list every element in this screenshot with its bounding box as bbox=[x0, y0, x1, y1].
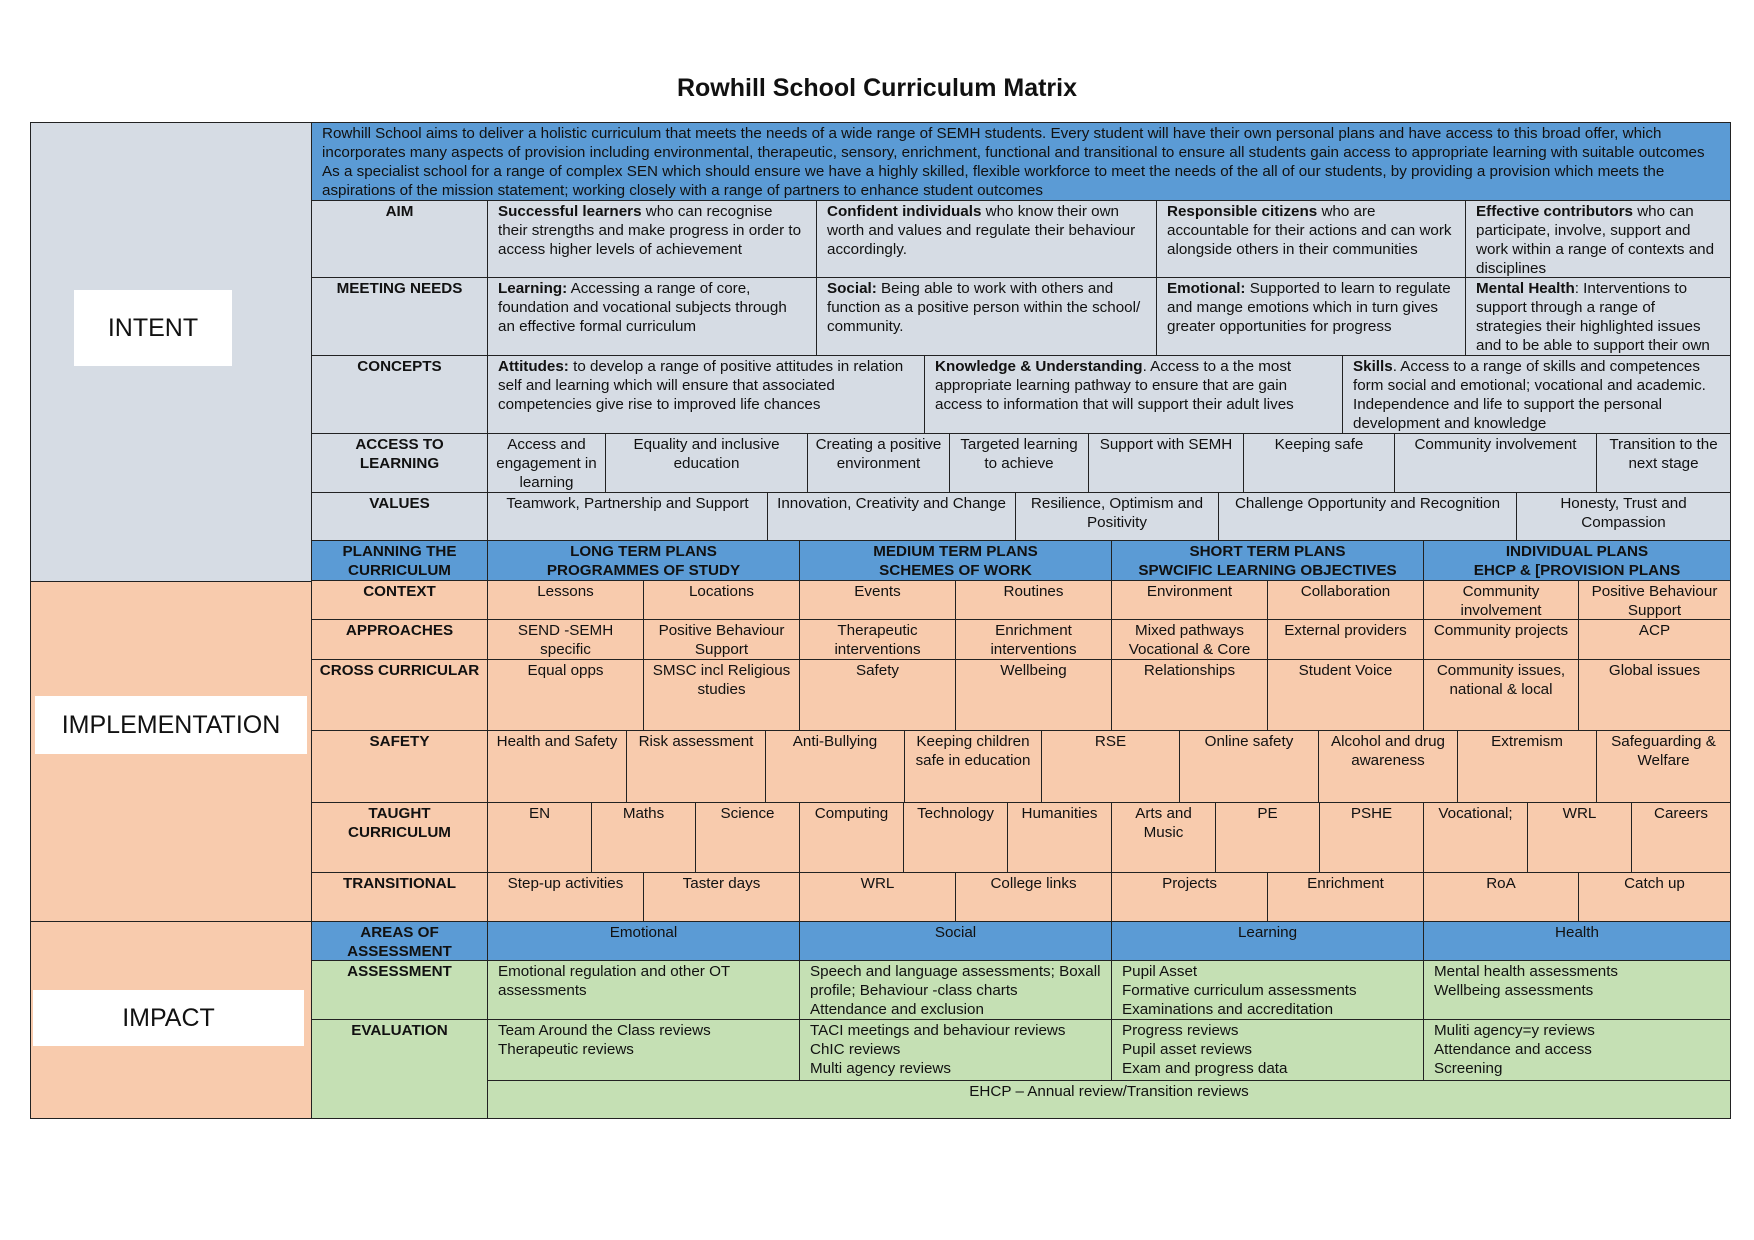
transitional-item: Step-up activities bbox=[487, 872, 644, 922]
implementation-label: IMPLEMENTATION bbox=[35, 696, 307, 754]
access-item: Equality and inclusive education bbox=[605, 433, 808, 493]
cross-item: Equal opps bbox=[487, 659, 644, 731]
evaluation-line: Therapeutic reviews bbox=[498, 1041, 634, 1058]
plan-subtitle: SCHEMES OF WORK bbox=[879, 562, 1032, 579]
needs-cell bbox=[487, 277, 817, 356]
plan-title: SHORT TERM PLANS bbox=[1189, 543, 1346, 560]
row-label-taught-curriculum: TAUGHT CURRICULUM bbox=[311, 802, 488, 873]
value-item: Teamwork, Partnership and Support bbox=[487, 492, 768, 541]
assessment-line: Pupil Asset bbox=[1122, 963, 1198, 980]
needs-title: Learning: bbox=[498, 280, 568, 297]
subject-item: Technology bbox=[903, 802, 1008, 873]
approach-item: Mixed pathways Vocational & Core bbox=[1111, 619, 1268, 660]
context-item: Environment bbox=[1111, 580, 1268, 620]
approach-item: External providers bbox=[1267, 619, 1424, 660]
concept-text: . Access to a the most appropriate learning pathway to ensure that are gain access to information that will support their adult lives bbox=[935, 358, 1294, 413]
evaluation-line: Muliti agency=y reviews bbox=[1434, 1022, 1595, 1039]
needs-title: Mental Health bbox=[1476, 280, 1575, 297]
value-item: Resilience, Optimism and Positivity bbox=[1015, 492, 1219, 541]
assessment-cell bbox=[799, 960, 1112, 1020]
cross-item: Wellbeing bbox=[955, 659, 1112, 731]
area-header: Social bbox=[799, 921, 1112, 961]
transitional-item: Catch up bbox=[1578, 872, 1731, 922]
row-label-meeting-needs: MEETING NEEDS bbox=[311, 277, 488, 356]
plan-subtitle: EHCP & [PROVISION PLANS bbox=[1473, 562, 1681, 579]
needs-text: Supported to learn to regulate and mange emotions which in turn gives greater opportunities for progress bbox=[1167, 280, 1451, 335]
safety-item: Alcohol and drug awareness bbox=[1318, 730, 1458, 803]
concept-text: . Access to a range of skills and competences form social and emotional; vocational and academic. Independence and life to support the personal development and knowledge bbox=[1353, 358, 1706, 432]
plan-subtitle: PROGRAMMES OF STUDY bbox=[546, 562, 741, 579]
concept-cell bbox=[487, 355, 925, 434]
plan-title: INDIVIDUAL PLANS bbox=[1505, 543, 1649, 560]
row-label-areas: AREAS OF ASSESSMENT bbox=[311, 921, 488, 961]
evaluation-line: ChIC reviews bbox=[810, 1041, 901, 1058]
subject-item: Science bbox=[695, 802, 800, 873]
row-label-transitional: TRANSITIONAL bbox=[311, 872, 488, 922]
aim-title: Successful learners bbox=[498, 203, 642, 220]
access-item: Community involvement bbox=[1394, 433, 1597, 493]
plan-header bbox=[1111, 540, 1424, 581]
approach-item: Enrichment interventions bbox=[955, 619, 1112, 660]
needs-title: Social: bbox=[827, 280, 877, 297]
access-item: Access and engagement in learning bbox=[487, 433, 606, 493]
assessment-line: Speech and language assessments; Boxall profile; Behaviour -class charts bbox=[810, 963, 1101, 999]
needs-text: : Interventions to support through a range of strategies their highlighted issues and to be able to support their own bbox=[1476, 280, 1710, 354]
evaluation-line: Exam and progress data bbox=[1122, 1060, 1288, 1077]
safety-item: Health and Safety bbox=[487, 730, 627, 803]
row-label-planning: PLANNING THE CURRICULUM bbox=[311, 540, 488, 581]
plan-subtitle: SPWCIFIC LEARNING OBJECTIVES bbox=[1138, 562, 1397, 579]
aim-title: Responsible citizens bbox=[1167, 203, 1318, 220]
cross-item: Global issues bbox=[1578, 659, 1731, 731]
aim-title: Confident individuals bbox=[827, 203, 982, 220]
area-header: Emotional bbox=[487, 921, 800, 961]
needs-cell bbox=[816, 277, 1157, 356]
aim-title: Effective contributors bbox=[1476, 203, 1633, 220]
subject-item: EN bbox=[487, 802, 592, 873]
assessment-line: Examinations and accreditation bbox=[1122, 1001, 1334, 1018]
approach-item: ACP bbox=[1578, 619, 1731, 660]
evaluation-line: Team Around the Class reviews bbox=[498, 1022, 711, 1039]
assessment-cell bbox=[1423, 960, 1731, 1020]
transitional-item: WRL bbox=[799, 872, 956, 922]
subject-item: WRL bbox=[1527, 802, 1632, 873]
row-label-approaches: APPROACHES bbox=[311, 619, 488, 660]
subject-item: PE bbox=[1215, 802, 1320, 873]
cross-item: SMSC incl Religious studies bbox=[643, 659, 800, 731]
impact-label: IMPACT bbox=[33, 990, 304, 1046]
assessment-cell bbox=[1111, 960, 1424, 1020]
access-item: Targeted learning to achieve bbox=[949, 433, 1089, 493]
safety-item: Risk assessment bbox=[626, 730, 766, 803]
subject-item: Arts and Music bbox=[1111, 802, 1216, 873]
assessment-cell bbox=[487, 960, 800, 1020]
access-item: Creating a positive environment bbox=[807, 433, 950, 493]
evaluation-line: Screening bbox=[1434, 1060, 1503, 1077]
plan-title: LONG TERM PLANS bbox=[570, 543, 717, 560]
context-item: Routines bbox=[955, 580, 1112, 620]
evaluation-cell bbox=[487, 1019, 800, 1081]
aim-text: who can recognise their strengths and make progress in order to access higher levels of achievement bbox=[498, 203, 802, 258]
value-item: Honesty, Trust and Compassion bbox=[1516, 492, 1731, 541]
access-item: Transition to the next stage bbox=[1596, 433, 1731, 493]
subject-item: PSHE bbox=[1319, 802, 1424, 873]
access-item: Keeping safe bbox=[1243, 433, 1395, 493]
row-label-assessment: ASSESSMENT bbox=[311, 960, 488, 1020]
safety-item: Safeguarding & Welfare bbox=[1596, 730, 1731, 803]
evaluation-cell bbox=[1111, 1019, 1424, 1081]
ehcp-review: EHCP – Annual review/Transition reviews bbox=[487, 1080, 1731, 1119]
area-header: Health bbox=[1423, 921, 1731, 961]
concept-cell bbox=[924, 355, 1343, 434]
cross-item: Student Voice bbox=[1267, 659, 1424, 731]
evaluation-line: Multi agency reviews bbox=[810, 1060, 951, 1077]
row-label-cross-curricular: CROSS CURRICULAR bbox=[311, 659, 488, 731]
plan-header bbox=[487, 540, 800, 581]
area-header: Learning bbox=[1111, 921, 1424, 961]
needs-title: Emotional: bbox=[1167, 280, 1246, 297]
value-item: Challenge Opportunity and Recognition bbox=[1218, 492, 1517, 541]
safety-item: Anti-Bullying bbox=[765, 730, 905, 803]
row-label-values: VALUES bbox=[311, 492, 488, 541]
evaluation-line: Progress reviews bbox=[1122, 1022, 1239, 1039]
row-label-concepts: CONCEPTS bbox=[311, 355, 488, 434]
row-label-access: ACCESS TO LEARNING bbox=[311, 433, 488, 493]
row-label-evaluation: EVALUATION bbox=[311, 1019, 488, 1119]
aim-cell bbox=[1156, 200, 1466, 278]
context-item: Lessons bbox=[487, 580, 644, 620]
context-item: Positive Behaviour Support bbox=[1578, 580, 1731, 620]
concept-title: Knowledge & Understanding bbox=[935, 358, 1143, 375]
subject-item: Maths bbox=[591, 802, 696, 873]
needs-text: Being able to work with others and function as a positive person within the school/ community. bbox=[827, 280, 1141, 335]
row-label-context: CONTEXT bbox=[311, 580, 488, 620]
aim-cell bbox=[1465, 200, 1731, 278]
safety-item: Online safety bbox=[1179, 730, 1319, 803]
access-item: Support with SEMH bbox=[1088, 433, 1244, 493]
safety-item: Keeping children safe in education bbox=[904, 730, 1042, 803]
assessment-line: Formative curriculum assessments bbox=[1122, 982, 1357, 999]
assessment-line: Mental health assessments bbox=[1434, 963, 1619, 980]
aim-cell bbox=[487, 200, 817, 278]
intent-label: INTENT bbox=[74, 290, 232, 366]
plan-title: MEDIUM TERM PLANS bbox=[873, 543, 1038, 560]
assessment-line: Attendance and exclusion bbox=[810, 1001, 984, 1018]
plan-header bbox=[799, 540, 1112, 581]
concept-cell bbox=[1342, 355, 1731, 434]
subject-item: Humanities bbox=[1007, 802, 1112, 873]
evaluation-line: Attendance and access bbox=[1434, 1041, 1592, 1058]
aim-cell bbox=[816, 200, 1157, 278]
transitional-item: Taster days bbox=[643, 872, 800, 922]
evaluation-line: Pupil asset reviews bbox=[1122, 1041, 1252, 1058]
transitional-item: Projects bbox=[1111, 872, 1268, 922]
cross-item: Safety bbox=[799, 659, 956, 731]
context-item: Events bbox=[799, 580, 956, 620]
subject-item: Vocational; bbox=[1423, 802, 1528, 873]
cross-item: Community issues, national & local bbox=[1423, 659, 1579, 731]
needs-cell bbox=[1465, 277, 1731, 356]
plan-header bbox=[1423, 540, 1731, 581]
assessment-line: Wellbeing assessments bbox=[1434, 982, 1594, 999]
evaluation-cell bbox=[799, 1019, 1112, 1081]
context-item: Collaboration bbox=[1267, 580, 1424, 620]
safety-item: RSE bbox=[1041, 730, 1180, 803]
concept-title: Attitudes: bbox=[498, 358, 569, 375]
approach-item: Community projects bbox=[1423, 619, 1579, 660]
concept-title: Skills bbox=[1353, 358, 1393, 375]
value-item: Innovation, Creativity and Change bbox=[767, 492, 1016, 541]
approach-item: Therapeutic interventions bbox=[799, 619, 956, 660]
context-item: Community involvement bbox=[1423, 580, 1579, 620]
transitional-item: RoA bbox=[1423, 872, 1579, 922]
transitional-item: Enrichment bbox=[1267, 872, 1424, 922]
evaluation-line: TACI meetings and behaviour reviews bbox=[810, 1022, 1066, 1039]
concept-text: to develop a range of positive attitudes in relation self and learning which will ensure that associated competencies give rise to improved life chances bbox=[498, 358, 904, 413]
aim-text: who are accountable for their actions and can work alongside others in their communities bbox=[1167, 203, 1452, 258]
row-label-safety: SAFETY bbox=[311, 730, 488, 803]
approach-item: Positive Behaviour Support bbox=[643, 619, 800, 660]
approach-item: SEND -SEMH specific bbox=[487, 619, 644, 660]
intro-text: Rowhill School aims to deliver a holistic curriculum that meets the needs of a wide range of SEMH students. Every student will have their own personal plans and have access to this broad offer, which incorporates many aspects of provision including environmental, therapeutic, sensory, enrichment, functional and transitional to ensure all students gain access to appropriate learning with suitable outcomes As a specialist school for a range of complex SEN which should ensure we have a highly skilled, flexible workforce to meet the needs of the all of our students, by providing a provision which meets the aspirations of the mission statement; working closely with a range of partners to enhance student outcomes bbox=[311, 122, 1731, 201]
aim-text: who can participate, involve, support and work within a range of contexts and disciplines bbox=[1476, 203, 1715, 277]
page-title: Rowhill School Curriculum Matrix bbox=[676, 74, 1078, 102]
assessment-line: Emotional regulation and other OT assessments bbox=[498, 963, 730, 999]
subject-item: Computing bbox=[799, 802, 904, 873]
needs-text: Accessing a range of core, foundation and vocational subjects through an effective formal curriculum bbox=[498, 280, 787, 335]
aim-text: who know their own worth and values and regulate their behaviour accordingly. bbox=[827, 203, 1136, 258]
context-item: Locations bbox=[643, 580, 800, 620]
evaluation-cell bbox=[1423, 1019, 1731, 1081]
safety-item: Extremism bbox=[1457, 730, 1597, 803]
subject-item: Careers bbox=[1631, 802, 1731, 873]
cross-item: Relationships bbox=[1111, 659, 1268, 731]
transitional-item: College links bbox=[955, 872, 1112, 922]
row-label-aim: AIM bbox=[311, 200, 488, 278]
needs-cell bbox=[1156, 277, 1466, 356]
